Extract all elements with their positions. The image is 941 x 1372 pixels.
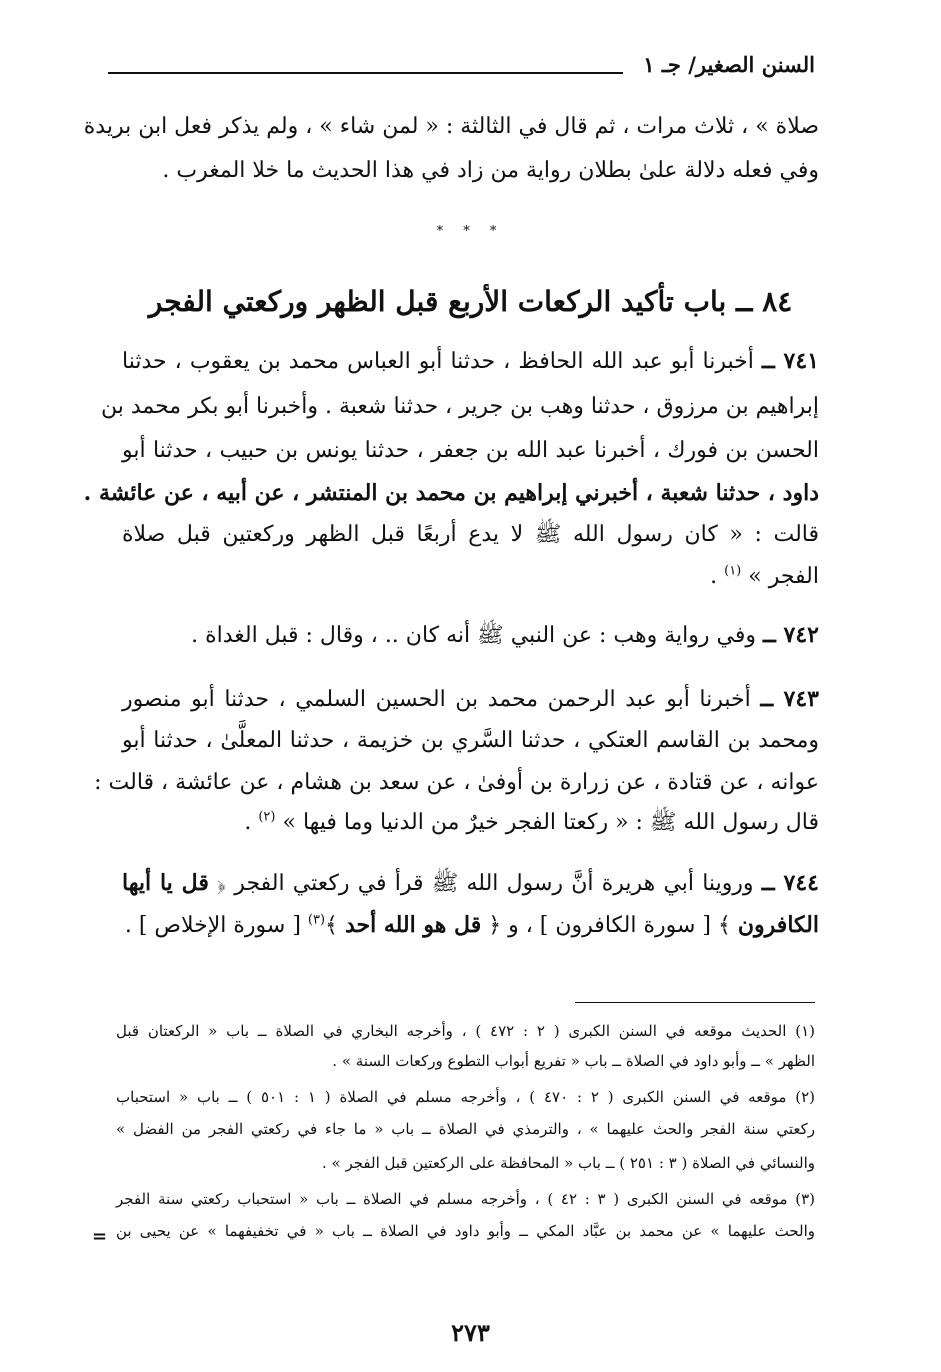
- hadith-743-line-3: عوانه ، عن قتادة ، عن زرارة بن أوفىٰ ، عن سعد بن هشام ، عن عائشة ، قالت :: [94, 770, 819, 795]
- footnote-ref: (١): [724, 563, 742, 579]
- footnote-ref: (٢): [258, 809, 276, 825]
- hadith-741-line-5: قالت : « كان رسول الله ﷺ لا يدع أربعًا قبل الظهر وركعتين قبل صلاة: [122, 522, 819, 547]
- hadith-741-line-3: الحسن بن فورك ، أخبرنا عبد الله بن جعفر ، حدثنا يونس بن حبيب ، حدثنا أبو: [122, 438, 819, 463]
- hadith-number: ٧٤١ ــ: [761, 348, 819, 374]
- hadith-743-line-2: ومحمد بن القاسم العتكي ، حدثنا السَّري بن خزيمة ، حدثنا المعلَّىٰ ، حدثنا أبو: [122, 728, 819, 753]
- hadith-741-line-4: داود ، حدثنا شعبة ، أخبرني إبراهيم بن محمد بن المنتشر ، عن أبيه ، عن عائشة .: [83, 480, 819, 506]
- hadith-744-line-2: الكافرون ﴾ [ سورة الكافرون ] ، و ﴿ قل هو الله أحد ﴾$^{(٣)}$ [ سورة الإخلاص ] .: [124, 912, 819, 938]
- hadith-743-line-4: قال رسول الله ﷺ : « ركعتا الفجر خيرٌ من الدنيا وما فيها » $^{(٢)}$ .: [244, 809, 819, 835]
- chapter-title: ٨٤ ــ باب تأكيد الركعات الأربع قبل الظهر وركعتي الفجر: [148, 285, 793, 318]
- running-header: [108, 52, 815, 92]
- footnote-line: الظهر » ــ وأبو داود في الصلاة ــ باب « تفريع أبواب التطوع وركعات السنة » .: [332, 1052, 815, 1070]
- page-number: ٢٧٣: [451, 1318, 490, 1347]
- footnote-line: (٣) موقعه في السنن الكبرى ( ٣ : ٤٢ ) ، وأخرجه مسلم في الصلاة ــ باب « استحباب ركعتي سنة الفجر: [116, 1190, 815, 1208]
- footnote-line: والنسائي في الصلاة ( ٣ : ٢٥١ ) ــ باب « المحافظة على الركعتين قبل الفجر » .: [321, 1154, 815, 1172]
- header-title: السنن الصغير/ جـ ١: [643, 52, 815, 77]
- footnote-line: (١) الحديث موقعه في السنن الكبرى ( ٢ : ٤٧٢ ) ، وأخرجه البخاري في الصلاة ــ باب « الركعتان قبل: [116, 1022, 815, 1040]
- section-separator: * * *: [436, 224, 505, 239]
- hadith-741-line-1: ٧٤١ ــ أخبرنا أبو عبد الله الحافظ ، حدثنا أبو العباس محمد بن يعقوب ، حدثنا: [122, 348, 819, 374]
- footnote-line: (٢) موقعه في السنن الكبرى ( ٢ : ٤٧٠ ) ، وأخرجه مسلم في الصلاة ( ١ : ٥٠١ ) ــ باب « استحباب: [116, 1088, 816, 1106]
- footnote-ref: (٣): [307, 912, 326, 928]
- intro-line-1: صلاة » ، ثلاث مرات ، ثم قال في الثالثة : « لمن شاء » ، ولم يذكر فعل ابن بريدة: [83, 114, 819, 139]
- hadith-743-line-1: ٧٤٣ ــ أخبرنا أبو عبد الرحمن محمد بن الحسين السلمي ، حدثنا أبو منصور: [122, 686, 819, 712]
- hadith-742-line: ٧٤٢ ــ وفي رواية وهب : عن النبي ﷺ أنه كان .. ، وقال : قبل الغداة .: [191, 622, 819, 648]
- hadith-744-line-1: ٧٤٤ ــ وروينا أبي هريرة أنَّ رسول الله ﷺ قرأ في ركعتي الفجر ﴿ قل يا أيها: [122, 870, 819, 896]
- continuation-mark: =: [92, 1226, 108, 1247]
- hadith-number: ٧٤٤ ــ: [761, 870, 819, 896]
- footnote-line: والحث عليهما » عن محمد بن عبَّاد المكي ــ وأبو داود في الصلاة ــ باب « في تخفيفهما » عن يحيى بن: [116, 1222, 815, 1240]
- header-rule: [108, 72, 623, 74]
- hadith-741-line-2: إبراهيم بن مرزوق ، حدثنا وهب بن جرير ، حدثنا شعبة . وأخبرنا أبو بكر محمد بن: [100, 394, 819, 419]
- hadith-741-line-6: الفجر » $^{(١)}$ .: [710, 563, 819, 589]
- hadith-number: ٧٤٢ ــ: [762, 622, 819, 648]
- footnote-rule: [575, 1002, 815, 1003]
- intro-line-2: وفي فعله دلالة علىٰ بطلان رواية من زاد في هذا الحديث ما خلا المغرب .: [162, 158, 819, 183]
- hadith-number: ٧٤٣ ــ: [760, 686, 819, 712]
- footnote-line: ركعتي سنة الفجر والحث عليهما » ، والترمذي في الصلاة ــ باب « ما جاء في ركعتي الفجر من الفضل »: [116, 1120, 815, 1138]
